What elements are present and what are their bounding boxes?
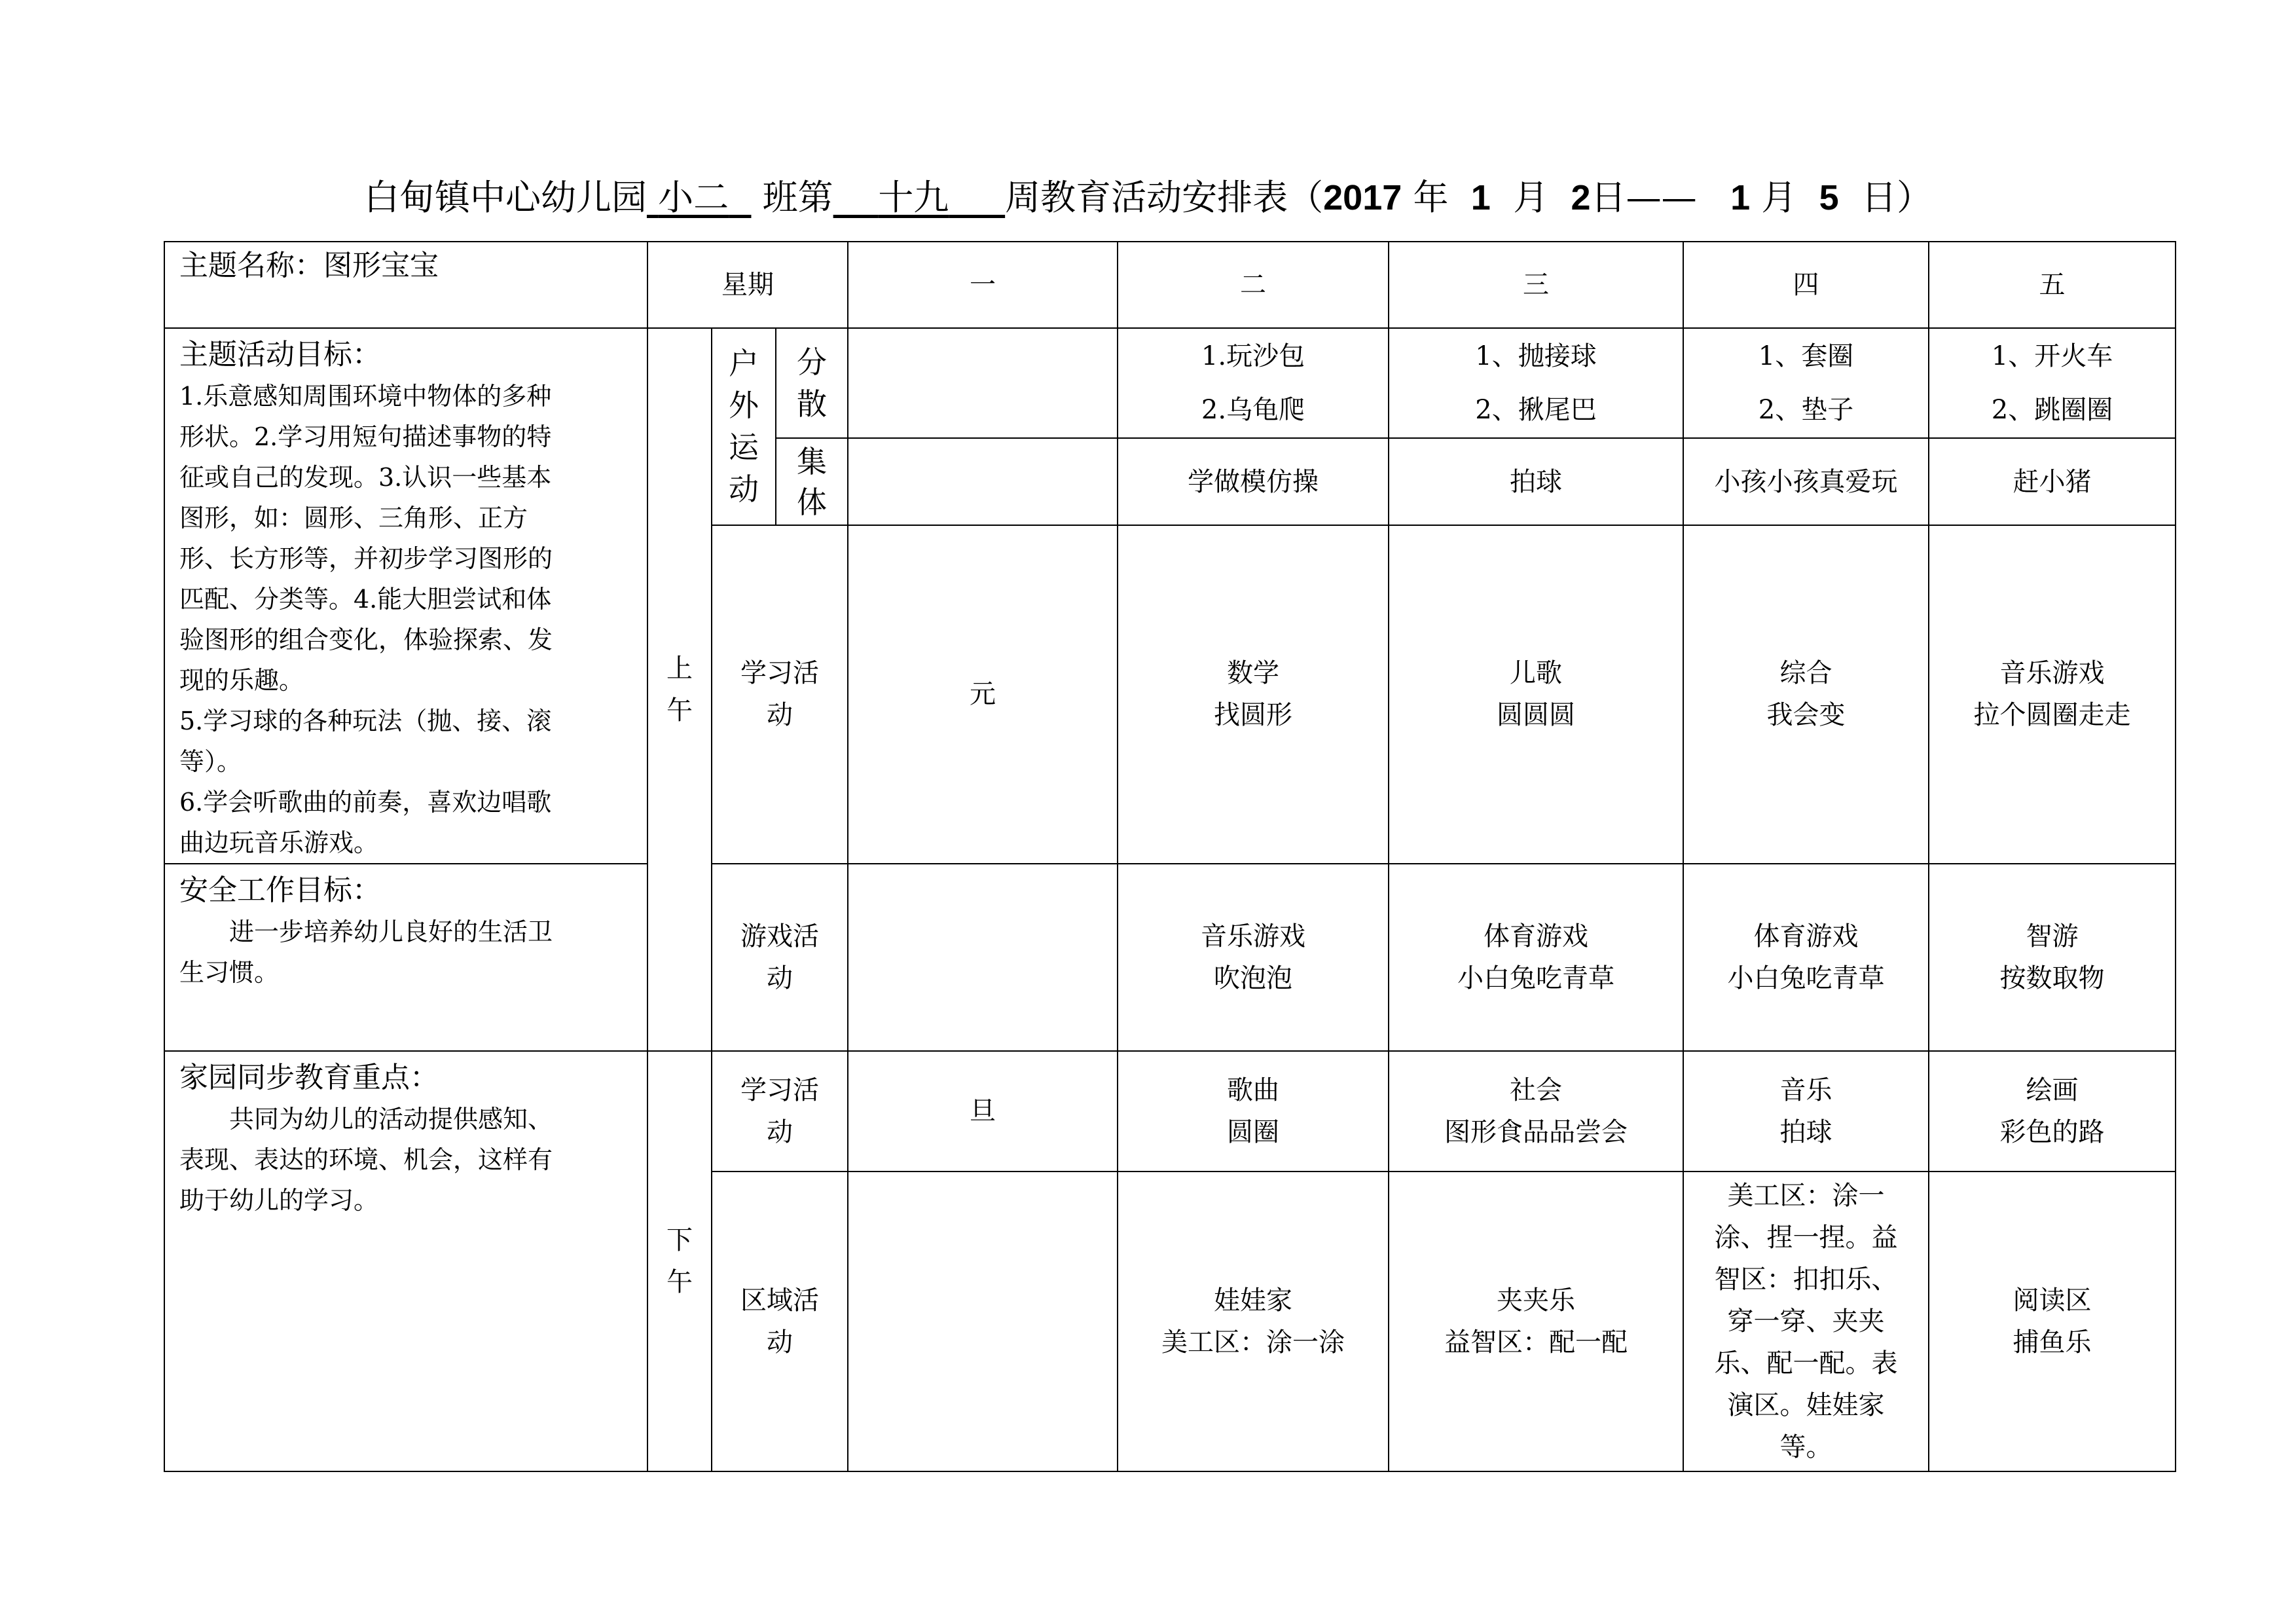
goals-line: 形状。2.学习用短句描述事物的特	[179, 422, 552, 451]
afternoon-area-tue: 娃娃家 美工区：涂一涂	[1118, 1172, 1389, 1471]
home-line: 共同为幼儿的活动提供感知、	[229, 1105, 553, 1134]
home-line: 助于幼儿的学习。	[179, 1186, 379, 1215]
day-header-wed: 三	[1389, 242, 1683, 328]
title-year: 2017	[1323, 178, 1402, 217]
group-mon	[848, 438, 1118, 525]
goals-line: 曲边玩音乐游戏。	[179, 828, 379, 857]
safety-cell	[164, 864, 647, 1051]
scatter-thu: 1、套圈 2、垫子	[1683, 328, 1929, 438]
afternoon-area-thu: 美工区：涂一 涂、捏一捏。益 智区：扣扣乐、 穿一穿、夹夹 乐、配一配。表 演区。娃娃家 等。	[1683, 1172, 1929, 1471]
scatter-wed: 1、抛接球 2、揪尾巴	[1389, 328, 1683, 438]
afternoon-label: 下 午	[647, 1051, 712, 1471]
day-header-thu: 四	[1683, 242, 1929, 328]
afternoon-study-fri: 绘画 彩色的路	[1929, 1051, 2176, 1172]
goals-line: 征或自己的发现。3.认识一些基本	[179, 463, 552, 492]
scatter-label: 分 散	[776, 328, 848, 438]
title-mid: 班第	[762, 177, 833, 218]
title-ri-1: 日——	[1590, 177, 1697, 218]
morning-study-wed: 儿歌 圆圆圆	[1389, 525, 1683, 864]
title-yue-2: 月	[1761, 177, 1797, 218]
title-month-1: 1	[1470, 178, 1491, 217]
home-line: 表现、表达的环境、机会，这样有	[179, 1145, 553, 1174]
home-label: 家园同步教育重点：	[179, 1061, 439, 1094]
morning-game-label: 游戏活 动	[712, 864, 848, 1051]
outdoor-scatter-row	[164, 328, 2176, 438]
goals-line: 形、长方形等，并初步学习图形的	[179, 544, 553, 573]
morning-study-mon: 元	[848, 525, 1118, 864]
title-ri-2: 日）	[1861, 177, 1933, 218]
afternoon-study-tue: 歌曲 圆圈	[1118, 1051, 1389, 1172]
weekday-label: 星期	[647, 242, 848, 328]
goals-line: 1.乐意感知周围环境中物体的多种	[179, 382, 552, 411]
schedule-table	[164, 241, 2176, 1472]
group-fri: 赶小猪	[1929, 438, 2176, 525]
goals-line: 5.学习球的各种玩法（抛、接、滚	[179, 707, 552, 735]
safety-line: 生习惯。	[179, 958, 280, 987]
theme-cell	[164, 242, 647, 328]
goals-line: 图形，如：圆形、三角形、正方	[179, 504, 528, 532]
day-header-tue: 二	[1118, 242, 1389, 328]
title-suffix: 周教育活动安排表（	[1005, 177, 1324, 218]
title-class-name: 小二	[658, 177, 729, 218]
afternoon-study-mon: 旦	[848, 1051, 1118, 1172]
safety-line: 进一步培养幼儿良好的生活卫	[229, 917, 553, 946]
morning-study-tue: 数学 找圆形	[1118, 525, 1389, 864]
scatter-fri: 1、开火车 2、跳圈圈	[1929, 328, 2176, 438]
title-prefix: 白甸镇中心幼儿园	[363, 177, 647, 218]
goals-label: 主题活动目标：	[179, 338, 381, 371]
group-label: 集 体	[776, 438, 848, 525]
morning-study-fri: 音乐游戏 拉个圆圈走走	[1929, 525, 2176, 864]
morning-game-thu: 体育游戏 小白兔吃青草	[1683, 864, 1929, 1051]
title-week: 十九	[878, 177, 949, 218]
morning-game-mon	[848, 864, 1118, 1051]
morning-study-thu: 综合 我会变	[1683, 525, 1929, 864]
group-thu: 小孩小孩真爱玩	[1683, 438, 1929, 525]
afternoon-study-row	[164, 1051, 2176, 1172]
morning-game-fri: 智游 按数取物	[1929, 864, 2176, 1051]
header-row	[164, 242, 2176, 328]
afternoon-study-label: 学习活 动	[712, 1051, 848, 1172]
goals-line: 6.学会听歌曲的前奏，喜欢边唱歌	[179, 788, 552, 817]
title-day-2: 5	[1819, 178, 1839, 217]
morning-study-label: 学习活 动	[712, 525, 848, 864]
afternoon-area-wed: 夹夹乐 益智区：配一配	[1389, 1172, 1683, 1471]
afternoon-area-label: 区域活 动	[712, 1172, 848, 1471]
goals-line: 匹配、分类等。4.能大胆尝试和体	[179, 585, 552, 614]
page-title	[0, 172, 2296, 224]
goals-cell	[164, 328, 647, 864]
morning-game-tue: 音乐游戏 吹泡泡	[1118, 864, 1389, 1051]
morning-label: 上 午	[647, 328, 712, 1051]
scatter-mon	[848, 328, 1118, 438]
title-day-1: 2	[1571, 178, 1591, 217]
goals-line: 现的乐趣。	[179, 666, 304, 695]
day-header-mon: 一	[848, 242, 1118, 328]
title-yue-1: 月	[1513, 177, 1549, 218]
scatter-tue: 1.玩沙包 2.乌龟爬	[1118, 328, 1389, 438]
theme-name: 图形宝宝	[323, 249, 439, 282]
day-header-fri: 五	[1929, 242, 2176, 328]
afternoon-study-thu: 音乐 拍球	[1683, 1051, 1929, 1172]
goals-line: 等）。	[179, 747, 242, 776]
safety-label: 安全工作目标：	[179, 874, 381, 907]
outdoor-label: 户 外 运 动	[712, 328, 776, 525]
afternoon-area-mon	[848, 1172, 1118, 1471]
title-month-2: 1	[1730, 178, 1751, 217]
afternoon-area-fri: 阅读区 捕鱼乐	[1929, 1172, 2176, 1471]
home-cell	[164, 1051, 647, 1471]
morning-game-row	[164, 864, 2176, 1051]
group-wed: 拍球	[1389, 438, 1683, 525]
goals-line: 验图形的组合变化，体验探索、发	[179, 625, 553, 654]
theme-label: 主题名称：	[179, 249, 323, 282]
title-nian: 年	[1413, 177, 1449, 218]
afternoon-study-wed: 社会 图形食品品尝会	[1389, 1051, 1683, 1172]
morning-game-wed: 体育游戏 小白兔吃青草	[1389, 864, 1683, 1051]
group-tue: 学做模仿操	[1118, 438, 1389, 525]
